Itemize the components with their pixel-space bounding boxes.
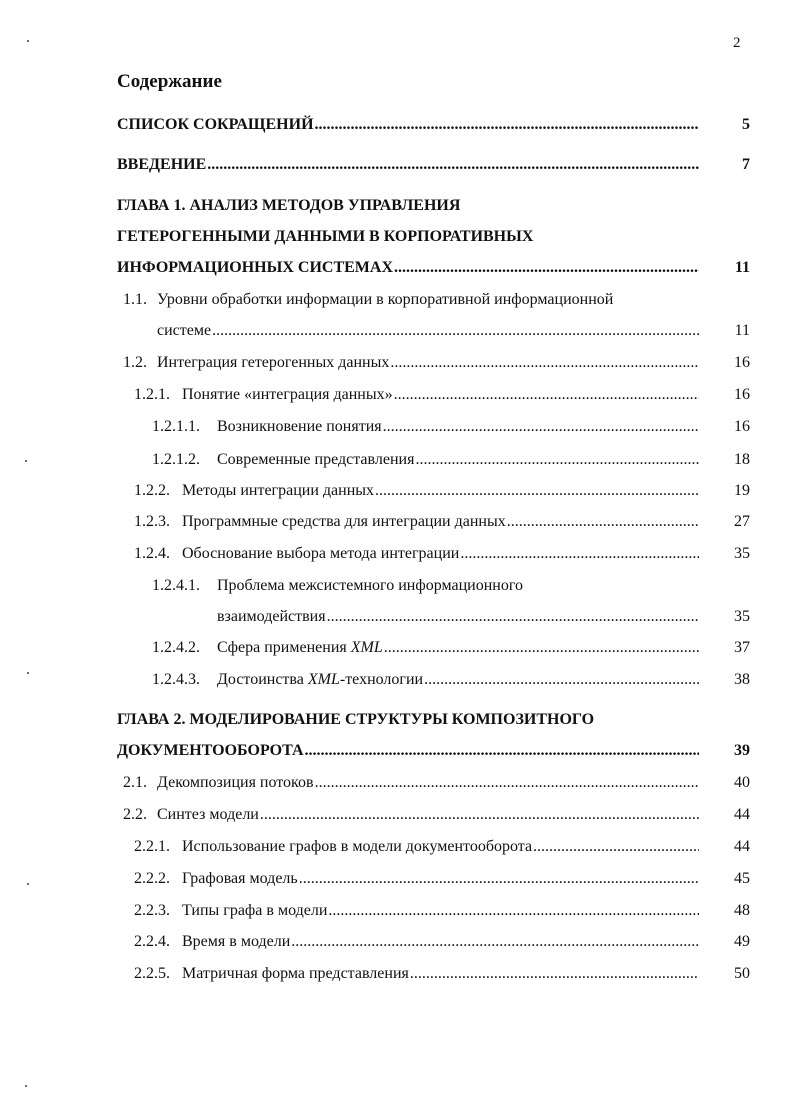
toc-entry-text: [217, 638, 383, 658]
toc-entry-text: ГЛАВА 2. МОДЕЛИРОВАНИЕ СТРУКТУРЫ КОМПОЗИТНОГО: [117, 711, 595, 728]
toc-entry-number: 1.2.: [123, 354, 147, 371]
toc-entry-number: 1.2.3.: [134, 513, 170, 530]
toc-entry-number: 1.2.4.: [134, 545, 170, 562]
toc-entry-page: 48: [734, 902, 750, 919]
toc-entry-text: Программные средства для интеграции данных: [182, 513, 506, 530]
toc-entry-number: 1.1.: [123, 291, 147, 308]
scan-speck: [27, 883, 29, 885]
toc-entry-text: Проблема межсистемного информационного: [217, 577, 523, 594]
toc-entry-emphasis: XML: [307, 671, 340, 688]
toc-entry-text: Понятие «интеграция данных»: [182, 386, 393, 403]
dot-leader: [507, 512, 699, 532]
dot-leader: [315, 115, 699, 135]
dot-leader: [327, 607, 699, 627]
toc-entry-page: 44: [734, 806, 750, 823]
toc-entry-text: Графовая модель: [182, 870, 298, 887]
toc-entry-text: Уровни обработки информации в корпоративной информационной: [157, 291, 614, 308]
dot-leader: [207, 155, 699, 175]
dot-leader: [533, 837, 699, 857]
dot-leader: [291, 932, 699, 952]
toc-entry-page: 45: [734, 870, 750, 887]
toc-entry-number: 2.2.2.: [134, 870, 170, 887]
toc-entry-page: 16: [734, 418, 750, 435]
toc-entry-page: 37: [734, 639, 750, 656]
toc-entry-page: 39: [734, 742, 750, 759]
toc-entry-number: 1.2.1.2.: [152, 451, 200, 468]
toc-entry-text-part: Сфера применения: [217, 639, 351, 656]
scan-speck: [27, 40, 29, 42]
toc-entry-number: 1.2.2.: [134, 482, 170, 499]
dot-leader: [424, 670, 699, 690]
dot-leader: [460, 544, 699, 564]
toc-entry-number: 1.2.4.3.: [152, 671, 200, 688]
scan-speck: [25, 1085, 27, 1087]
dot-leader: [375, 481, 699, 501]
toc-entry-text-part: Достоинства: [217, 671, 308, 688]
toc-entry-number: 2.2.4.: [134, 933, 170, 950]
dot-leader: [260, 805, 699, 825]
toc-entry-page: 5: [742, 116, 750, 133]
dot-leader: [394, 258, 699, 278]
dot-leader: [305, 741, 699, 761]
toc-entry-page: 11: [734, 322, 750, 339]
toc-entry-page: 27: [734, 513, 750, 530]
toc-entry-text: ВВЕДЕНИЕ: [117, 156, 207, 173]
toc-entry-page: 7: [742, 156, 750, 173]
dot-leader: [212, 321, 699, 341]
toc-entry-number: 1.2.1.1.: [152, 418, 200, 435]
dot-leader: [315, 773, 699, 793]
toc-entry-page: 49: [734, 933, 750, 950]
toc-entry-number: 1.2.1.: [134, 386, 170, 403]
toc-title: Содержание: [117, 71, 222, 92]
toc-entry-page: 35: [734, 545, 750, 562]
scan-speck: [27, 672, 29, 674]
toc-entry-page: 19: [734, 482, 750, 499]
toc-entry-number: 1.2.4.2.: [152, 639, 200, 656]
toc-entry-text: ГЕТЕРОГЕННЫМИ ДАННЫМИ В КОРПОРАТИВНЫХ: [117, 228, 534, 245]
toc-entry-text: Декомпозиция потоков: [157, 774, 314, 791]
toc-entry-text: [217, 670, 423, 690]
toc-entry-page: 38: [734, 671, 750, 688]
toc-entry-page: 35: [734, 608, 750, 625]
toc-entry-text: взаимодействия: [217, 608, 326, 625]
toc-entry-text: Современные представления: [217, 451, 415, 468]
dot-leader: [328, 901, 699, 921]
toc-entry-text: Синтез модели: [157, 806, 259, 823]
toc-entry-number: 1.2.4.1.: [152, 577, 200, 594]
toc-entry-page: 18: [734, 451, 750, 468]
dot-leader: [394, 385, 699, 405]
toc-entry-text: Интеграция гетерогенных данных: [157, 354, 390, 371]
toc-entry-text: Матричная форма представления: [182, 965, 409, 982]
toc-entry-page: 16: [734, 354, 750, 371]
toc-entry-number: 2.1.: [123, 774, 147, 791]
toc-entry-number: 2.2.1.: [134, 838, 170, 855]
dot-leader: [299, 869, 699, 889]
toc-entry-number: 2.2.5.: [134, 965, 170, 982]
toc-entry-page: 16: [734, 386, 750, 403]
toc-entry-page: 40: [734, 774, 750, 791]
toc-entry-text: Методы интеграции данных: [182, 482, 375, 499]
toc-entry-page: 50: [734, 965, 750, 982]
dot-leader: [410, 964, 699, 984]
toc-entry-text: Возникновение понятия: [217, 418, 382, 435]
page-number: 2: [733, 35, 741, 51]
dot-leader: [390, 353, 699, 373]
toc-entry-text: ИНФОРМАЦИОННЫХ СИСТЕМАХ: [117, 259, 393, 276]
toc-entry-text: Типы графа в модели: [182, 902, 328, 919]
toc-entry-number: 2.2.: [123, 806, 147, 823]
dot-leader: [415, 450, 699, 470]
toc-entry-text: СПИСОК СОКРАЩЕНИЙ: [117, 116, 314, 133]
toc-entry-text: Обоснование выбора метода интеграции: [182, 545, 460, 562]
toc-entry-text: ДОКУМЕНТООБОРОТА: [117, 742, 304, 759]
toc-entry-text: Использование графов в модели документооборота: [182, 838, 533, 855]
toc-entry-text: ГЛАВА 1. АНАЛИЗ МЕТОДОВ УПРАВЛЕНИЯ: [117, 197, 461, 214]
toc-entry-page: 11: [734, 259, 750, 276]
toc-entry-text: системе: [157, 322, 212, 339]
toc-entry-text-part: -технологии: [339, 671, 424, 688]
dot-leader: [383, 417, 699, 437]
toc-entry-text: Время в модели: [182, 933, 291, 950]
dot-leader: [384, 638, 699, 658]
scan-speck: [25, 460, 27, 462]
toc-entry-page: 44: [734, 838, 750, 855]
toc-entry-number: 2.2.3.: [134, 902, 170, 919]
toc-entry-emphasis: XML: [350, 639, 383, 656]
